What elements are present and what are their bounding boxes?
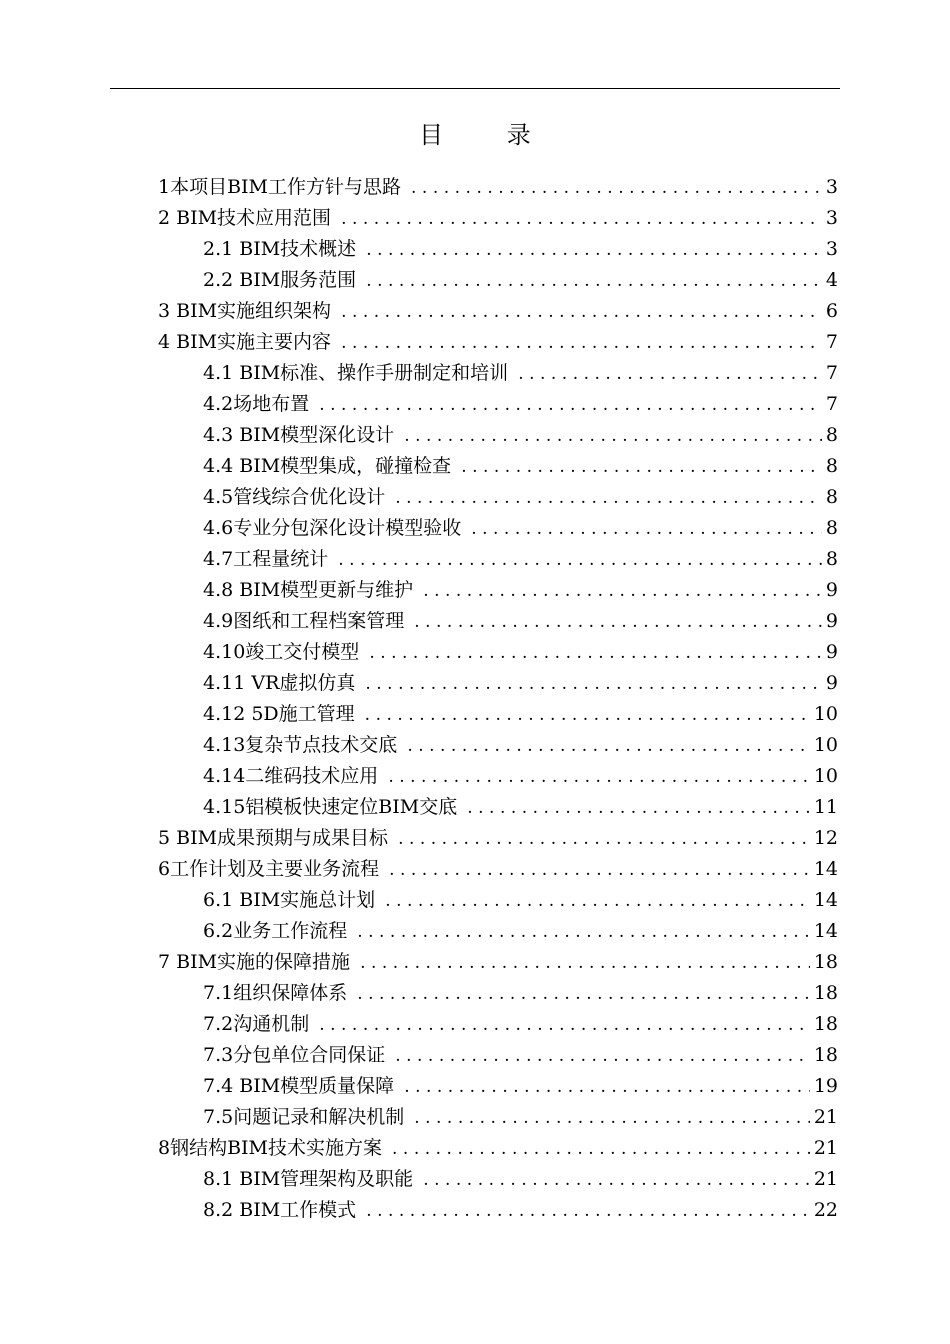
toc-entry[interactable] [0,668,950,699]
toc-entry-label: 4.2场地布置 [203,393,310,415]
toc-page-number: 21 [813,1168,838,1190]
toc-dot-leader [319,1010,810,1041]
toc-page-number: 22 [813,1199,838,1221]
toc-entry[interactable] [0,203,950,234]
toc-entry-label: 5 BIM成果预期与成果目标 [158,827,389,849]
toc-entry[interactable] [0,575,950,606]
toc-dot-leader [365,700,810,731]
toc-page-number: 14 [813,858,838,880]
toc-entry[interactable] [0,947,950,978]
toc-entry[interactable] [0,854,950,885]
toc-dot-leader [338,545,822,576]
toc-dot-leader [398,824,810,855]
toc-entry[interactable] [0,1040,950,1071]
toc-entry[interactable] [0,265,950,296]
toc-entry-label: 4 BIM实施主要内容 [158,331,332,353]
toc-dot-leader [341,204,822,235]
toc-entry-label: 4.4 BIM模型集成，碰撞检查 [203,455,452,477]
header-rule [110,88,840,89]
toc-entry[interactable] [0,172,950,203]
toc-page-number: 11 [813,796,838,818]
toc-entry-label: 4.10竣工交付模型 [203,641,360,663]
toc-entry[interactable] [0,823,950,854]
toc-page-number: 18 [813,982,838,1004]
toc-page-number: 14 [813,920,838,942]
toc-entry-label: 7.1组织保障体系 [203,982,348,1004]
toc-page-number: 9 [825,610,838,632]
toc-entry[interactable] [0,296,950,327]
toc-page-number: 18 [813,951,838,973]
toc-dot-leader [414,607,822,638]
toc-entry[interactable] [0,699,950,730]
toc-entry-label: 7.3分包单位合同保证 [203,1044,386,1066]
toc-dot-leader [423,1165,810,1196]
toc-dot-leader [388,762,810,793]
toc-entry-label: 7.4 BIM模型质量保障 [203,1075,395,1097]
toc-page-number: 21 [813,1106,838,1128]
toc-entry-label: 6.2业务工作流程 [203,920,348,942]
toc-title: 目 录 [419,121,559,149]
toc-dot-leader [341,297,822,328]
toc-entry-label: 2.1 BIM技术概述 [203,238,357,260]
toc-dot-leader [357,917,810,948]
toc-entry[interactable] [0,513,950,544]
toc-entry-label: 3 BIM实施组织架构 [158,300,332,322]
toc-dot-leader [357,979,810,1010]
toc-page-number: 18 [813,1044,838,1066]
toc-page-number: 12 [813,827,838,849]
toc-page-number: 7 [825,362,838,384]
toc-dot-leader [392,1134,810,1165]
toc-page-number: 14 [813,889,838,911]
toc-entry[interactable] [0,885,950,916]
toc-dot-leader [395,1041,810,1072]
toc-dot-leader [366,266,822,297]
toc-dot-leader [366,235,822,266]
toc-dot-leader [411,173,822,204]
toc-entry[interactable] [0,451,950,482]
toc-page-number: 4 [825,269,838,291]
toc-entry[interactable] [0,544,950,575]
toc-entry[interactable] [0,1071,950,1102]
toc-entry[interactable] [0,1195,950,1226]
toc-entry-label: 7.2沟通机制 [203,1013,310,1035]
toc-entry[interactable] [0,1164,950,1195]
toc-entry-label: 7 BIM实施的保障措施 [158,951,351,973]
toc-dot-leader [385,886,810,917]
toc-dot-leader [471,514,822,545]
toc-page-number: 9 [825,579,838,601]
toc-entry[interactable] [0,420,950,451]
toc-entry[interactable] [0,916,950,947]
toc-page-number: 8 [825,548,838,570]
toc-dot-leader [395,483,822,514]
toc-page-number: 10 [813,703,838,725]
toc-entry[interactable] [0,1133,950,1164]
toc-dot-leader [319,390,822,421]
toc-entry[interactable] [0,358,950,389]
toc-list [0,172,950,1226]
toc-entry-label: 4.9图纸和工程档案管理 [203,610,405,632]
toc-entry-label: 1本项目BIM工作方针与思路 [158,176,402,198]
toc-entry[interactable] [0,1009,950,1040]
toc-page-number: 8 [825,486,838,508]
toc-page-number: 21 [813,1137,838,1159]
toc-page-number: 9 [825,672,838,694]
toc-dot-leader [366,1196,810,1227]
toc-page-number: 10 [813,734,838,756]
toc-page-number: 18 [813,1013,838,1035]
toc-dot-leader [365,669,822,700]
toc-entry-label: 2.2 BIM服务范围 [203,269,357,291]
toc-page-number: 3 [825,238,838,260]
toc-dot-leader [467,793,810,824]
toc-entry-label: 4.7工程量统计 [203,548,329,570]
toc-entry-label: 7.5问题记录和解决机制 [203,1106,405,1128]
toc-dot-leader [369,638,822,669]
toc-entry[interactable] [0,482,950,513]
toc-page-number: 7 [825,331,838,353]
toc-entry-label: 8.2 BIM工作模式 [203,1199,357,1221]
toc-entry[interactable] [0,761,950,792]
toc-entry-label: 4.11 VR虚拟仿真 [203,672,356,694]
toc-entry-label: 2 BIM技术应用范围 [158,207,332,229]
toc-entry-label: 4.5管线综合优化设计 [203,486,386,508]
toc-entry[interactable] [0,978,950,1009]
toc-entry-label: 4.1 BIM标准、操作手册制定和培训 [203,362,509,384]
toc-page-number: 8 [825,424,838,446]
toc-page-number: 19 [813,1075,838,1097]
toc-dot-leader [360,948,810,979]
toc-dot-leader [407,731,810,762]
toc-entry-label: 4.14二维码技术应用 [203,765,379,787]
toc-page-number: 8 [825,517,838,539]
toc-dot-leader [423,576,822,607]
toc-entry-label: 4.13复杂节点技术交底 [203,734,398,756]
toc-dot-leader [341,328,822,359]
toc-dot-leader [414,1103,810,1134]
toc-page-number: 3 [825,207,838,229]
toc-dot-leader [518,359,822,390]
toc-entry[interactable] [0,389,950,420]
toc-entry[interactable] [0,730,950,761]
toc-entry-label: 4.12 5D施工管理 [203,703,355,725]
toc-entry-label: 4.3 BIM模型深化设计 [203,424,395,446]
toc-dot-leader [404,1072,810,1103]
toc-dot-leader [389,855,810,886]
toc-page-number: 9 [825,641,838,663]
toc-dot-leader [404,421,822,452]
toc-entry-label: 8.1 BIM管理架构及职能 [203,1168,414,1190]
toc-entry[interactable] [0,1102,950,1133]
toc-entry-label: 4.8 BIM模型更新与维护 [203,579,414,601]
toc-entry[interactable] [0,606,950,637]
toc-page-number: 3 [825,176,838,198]
toc-page-number: 7 [825,393,838,415]
toc-page-number: 8 [825,455,838,477]
toc-entry[interactable] [0,234,950,265]
toc-entry[interactable] [0,637,950,668]
toc-entry[interactable] [0,792,950,823]
toc-entry[interactable] [0,327,950,358]
toc-entry-label: 8钢结构BIM技术实施方案 [158,1137,383,1159]
toc-dot-leader [461,452,822,483]
toc-entry-label: 6工作计划及主要业务流程 [158,858,380,880]
toc-page-number: 6 [825,300,838,322]
toc-page-number: 10 [813,765,838,787]
toc-entry-label: 4.6专业分包深化设计模型验收 [203,517,462,539]
toc-entry-label: 4.15铝模板快速定位BIM交底 [203,796,458,818]
toc-entry-label: 6.1 BIM实施总计划 [203,889,376,911]
